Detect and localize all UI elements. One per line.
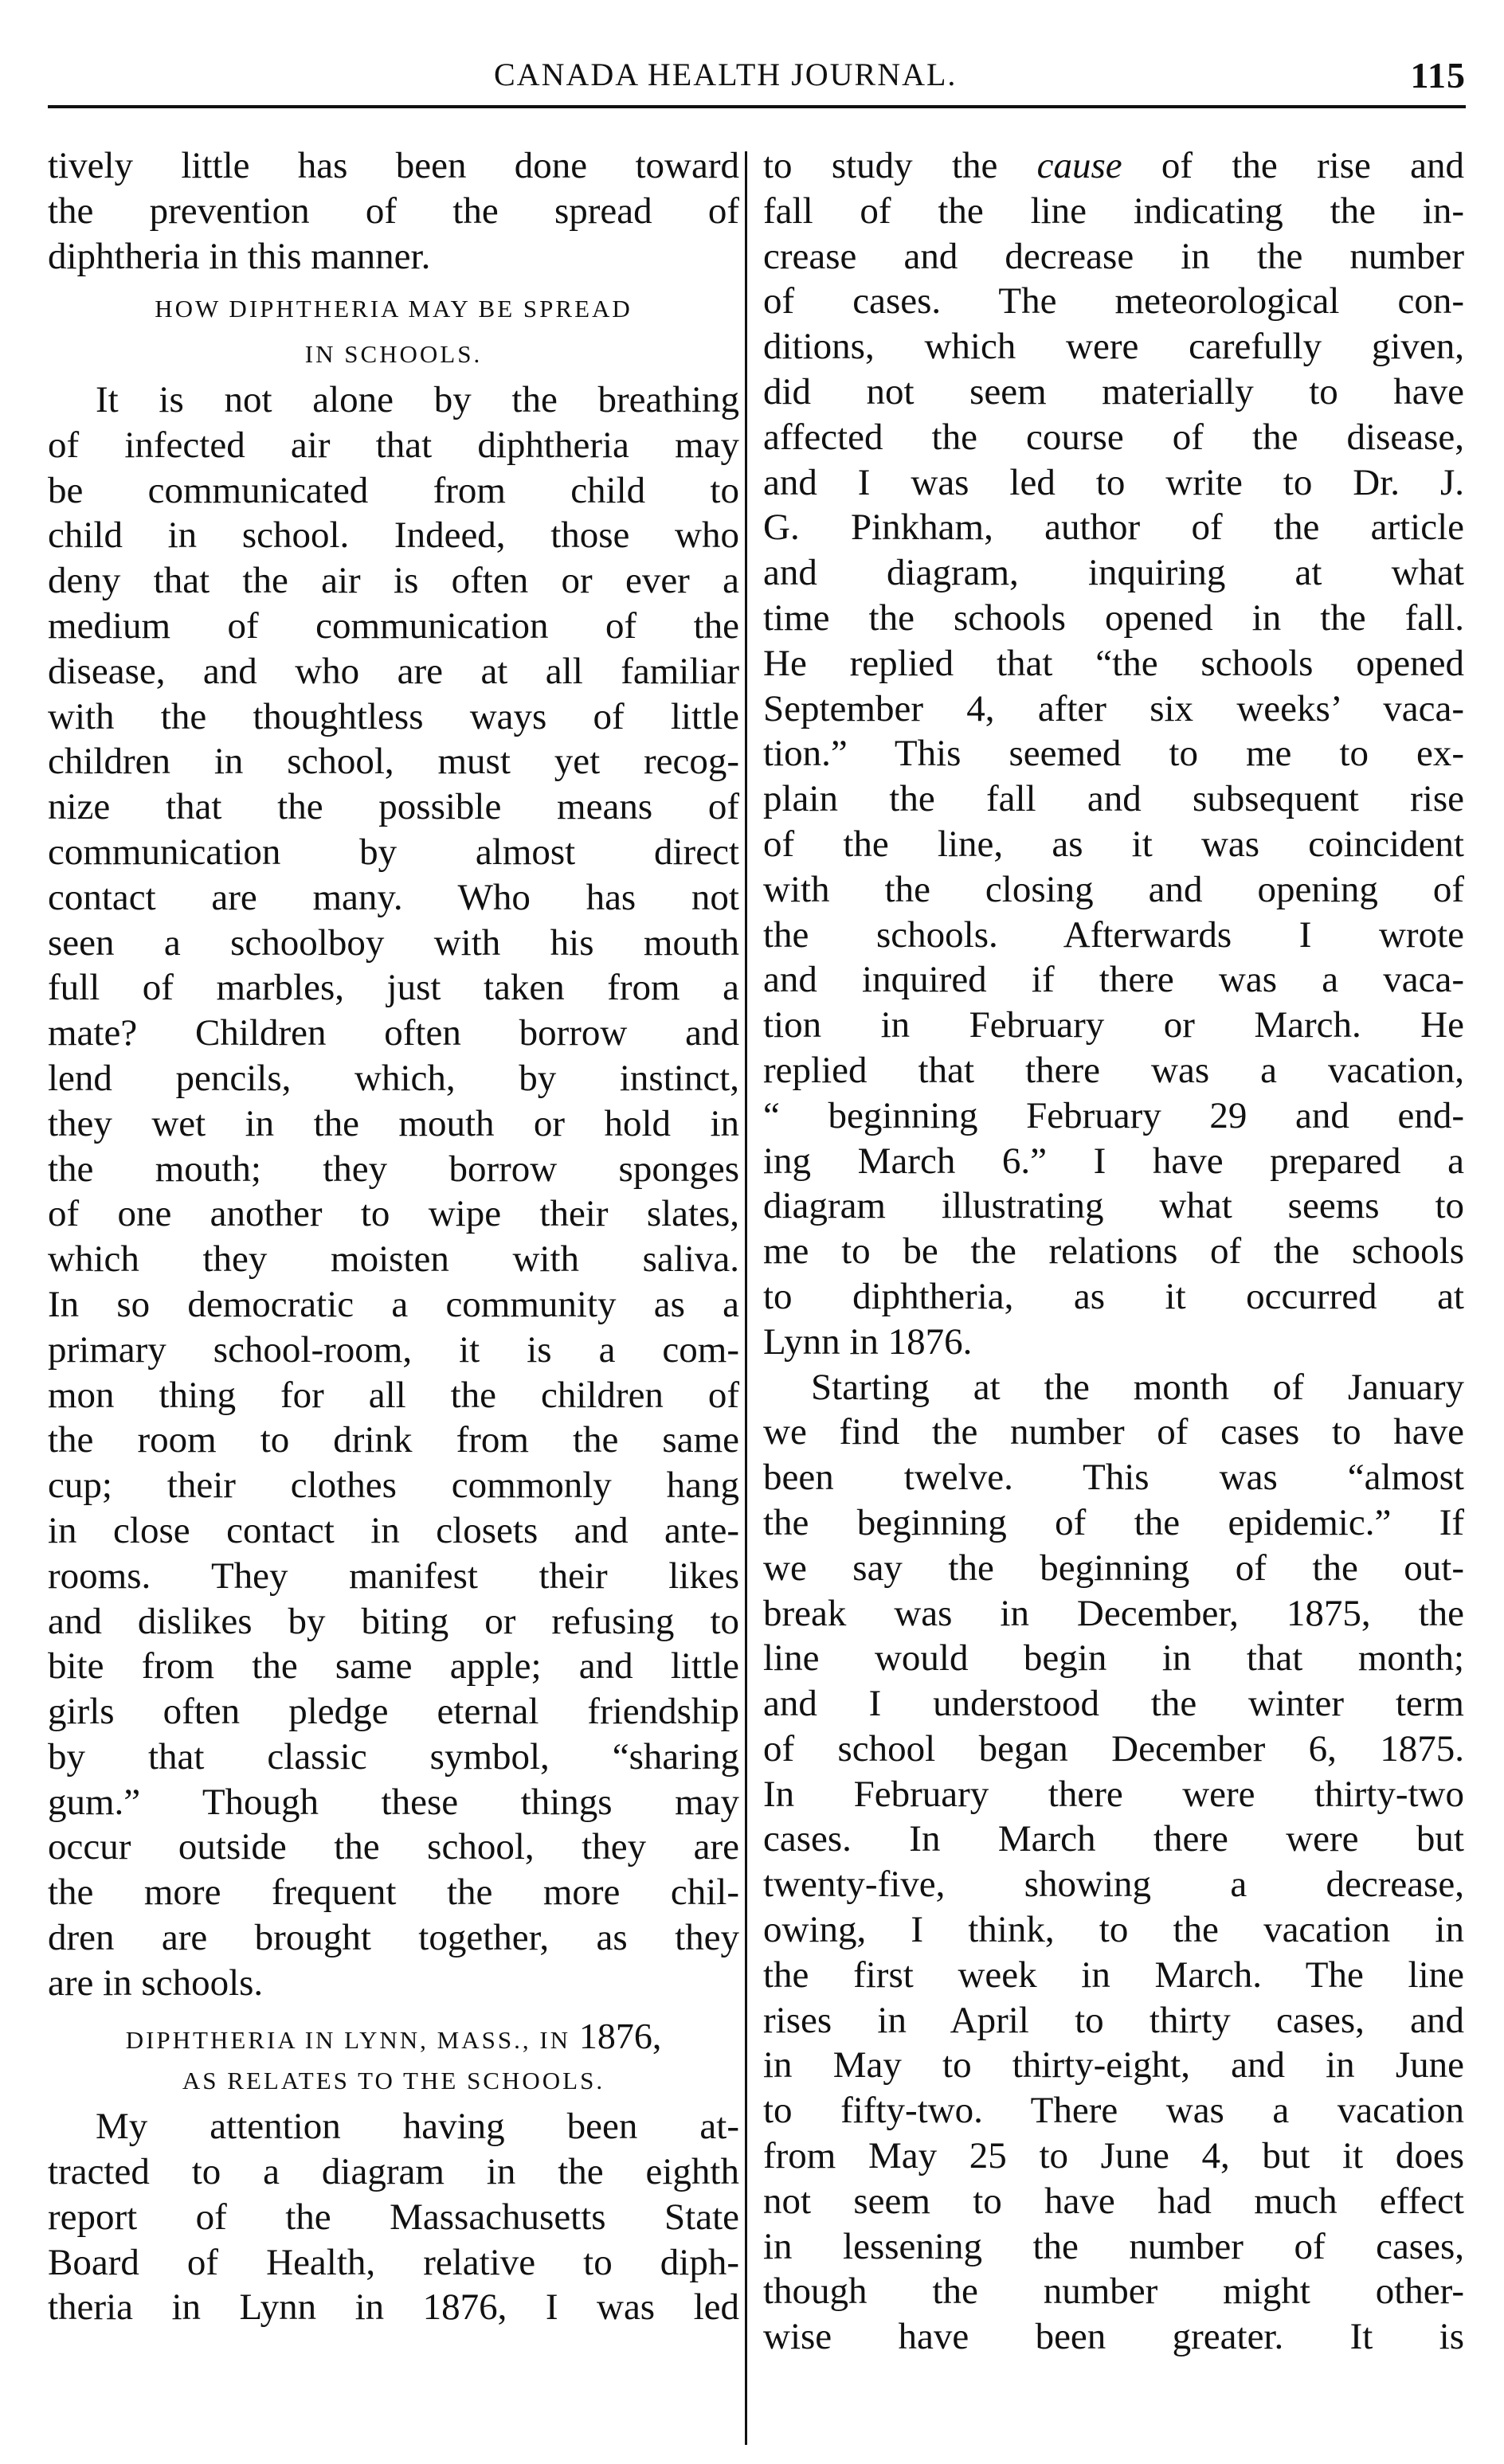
text-line: not seem to have had much effect [763, 2180, 1464, 2222]
text-line: with the closing and opening of [763, 868, 1464, 910]
text-line: from May 25 to June 4, but it does [763, 2135, 1464, 2177]
text-line: with the thoughtless ways of little [48, 695, 739, 737]
heading-line: IN SCHOOLS. [304, 340, 483, 369]
text-line: the prevention of the spread of [48, 190, 739, 232]
text-line: bite from the same apple; and little [48, 1645, 739, 1688]
text-line: mate? Children often borrow and [48, 1012, 739, 1054]
text-line: theria in Lynn in 1876, I was led [48, 2286, 739, 2329]
text-line: of cases. The meteorological con- [763, 280, 1464, 323]
text-line: dren are brought together, as they [48, 1917, 739, 1959]
journal-title: CANADA HEALTH JOURNAL. [494, 57, 958, 92]
header-rule [48, 105, 1466, 108]
text-line: rises in April to thirty cases, and [763, 1999, 1464, 2041]
text-line: be communicated from child to [48, 469, 739, 511]
text-line: and I understood the winter term [763, 1683, 1464, 1725]
left-column [48, 143, 739, 2330]
text-line: lend pencils, which, by instinct, [48, 1057, 739, 1099]
text-line: tively little has been done toward [48, 145, 739, 186]
text-line: diagram illustrating what seems to [763, 1185, 1464, 1227]
text-line: September 4, after six weeks’ vaca- [763, 687, 1464, 729]
paragraph [48, 143, 739, 279]
heading-line: AS RELATES TO THE SCHOOLS. [182, 2067, 605, 2095]
text-line: In February there were thirty-two [763, 1773, 1464, 1815]
text-line: tion.” This seemed to me to ex- [763, 733, 1464, 775]
text-line: the more frequent the more chil- [48, 1871, 739, 1914]
text-line: Board of Health, relative to diph- [48, 2241, 739, 2283]
text-line: in close contact in closets and ante- [48, 1509, 739, 1551]
text-line: nize that the possible means of [48, 786, 739, 828]
text-line: gum.” Though these things may [48, 1781, 739, 1823]
text-line: of school began December 6, 1875. [763, 1727, 1464, 1770]
text-line: seen a schoolboy with his mouth [48, 921, 739, 964]
text-line: though the number might other- [763, 2270, 1464, 2313]
text-line: we find the number of cases to have [763, 1411, 1464, 1453]
text-line: tion in February or March. He [763, 1004, 1464, 1046]
text-line: and dislikes by biting or refusing to [48, 1600, 739, 1642]
text-line: diphtheria in this manner. [48, 235, 431, 277]
text-line: are in schools. [48, 1961, 264, 2004]
text-line: to study the cause of the rise and [763, 145, 1464, 186]
page-number: 115 [1410, 55, 1466, 96]
text-line: of infected air that diphtheria may [48, 424, 739, 466]
text-line: and I was led to write to Dr. J. [763, 461, 1464, 503]
text-line: they wet in the mouth or hold in [48, 1102, 739, 1144]
text-line: been twelve. This was “almost [763, 1457, 1464, 1499]
text-line: the mouth; they borrow sponges [48, 1148, 739, 1190]
text-line: girls often pledge eternal friendship [48, 1691, 739, 1733]
text-line: wise have been greater. It is [763, 2316, 1464, 2358]
text-line: me to be the relations of the schools [763, 1230, 1464, 1273]
paragraph [763, 143, 1464, 1365]
text-line: time the schools opened in the fall. [763, 596, 1464, 639]
text-line: fall of the line indicating the in- [763, 190, 1464, 232]
text-line: report of the Massachusetts State [48, 2196, 739, 2238]
text-line: ing March 6.” I have prepared a [763, 1140, 1464, 1182]
text-line: G. Pinkham, author of the article [763, 506, 1464, 549]
text-line: break was in December, 1875, the [763, 1592, 1464, 1634]
text-line: the room to drink from the same [48, 1419, 739, 1461]
text-line: and inquired if there was a vaca- [763, 959, 1464, 1001]
right-column [763, 143, 1464, 2360]
text-line: “ beginning February 29 and end- [763, 1094, 1464, 1136]
heading-line: DIPHTHERIA IN LYNN, MASS., IN 1876, [125, 2015, 662, 2056]
text-line: medium of communication of the [48, 604, 739, 647]
text-line: child in school. Indeed, those who [48, 514, 739, 557]
text-line: of one another to wipe their slates, [48, 1193, 739, 1235]
text-line: communication by almost direct [48, 831, 739, 873]
text-line: and diagram, inquiring at what [763, 552, 1464, 594]
text-line: tracted to a diagram in the eighth [48, 2151, 739, 2193]
paragraph [763, 1365, 1464, 2360]
text-line: rooms. They manifest their likes [48, 1555, 739, 1597]
text-line: the schools. Afterwards I wrote [763, 913, 1464, 956]
text-line: did not seem materially to have [763, 370, 1464, 413]
text-line: of the line, as it was coincident [763, 823, 1464, 865]
text-line: cases. In March there were but [763, 1818, 1464, 1860]
text-line: My attention having been at- [96, 2106, 739, 2148]
text-line: ditions, which were carefully given, [763, 326, 1464, 368]
text-line: mon thing for all the children of [48, 1374, 739, 1416]
text-line: the first week in March. The line [763, 1954, 1464, 1996]
text-line: owing, I think, to the vacation in [763, 1909, 1464, 1951]
text-line: primary school-room, it is a com- [48, 1328, 739, 1371]
text-line: which they moisten with saliva. [48, 1238, 739, 1281]
text-line: In so democratic a community as a [48, 1283, 739, 1325]
text-line: in May to thirty-eight, and in June [763, 2044, 1464, 2087]
paragraph [48, 377, 739, 2006]
text-line: by that classic symbol, “sharing [48, 1735, 739, 1778]
text-line: disease, and who are at all familiar [48, 650, 739, 692]
section-heading [48, 2014, 739, 2105]
text-line: cup; their clothes commonly hang [48, 1465, 739, 1507]
text-line: full of marbles, just taken from a [48, 967, 739, 1009]
section-heading [48, 287, 739, 377]
text-line: Lynn in 1876. [763, 1320, 973, 1363]
text-line: we say the beginning of the out- [763, 1547, 1464, 1589]
page-header [48, 56, 1466, 104]
text-line: to diphtheria, as it occurred at [763, 1275, 1464, 1317]
text-line: He replied that “the schools opened [763, 642, 1464, 684]
text-line: affected the course of the disease, [763, 416, 1464, 458]
text-line: crease and decrease in the number [763, 235, 1464, 277]
text-line: twenty-five, showing a decrease, [763, 1864, 1464, 1906]
text-line: contact are many. Who has not [48, 876, 739, 918]
text-line: in lessening the number of cases, [763, 2225, 1464, 2267]
text-line: deny that the air is often or ever a [48, 560, 739, 602]
text-line: replied that there was a vacation, [763, 1049, 1464, 1091]
text-line: It is not alone by the breathing [96, 378, 739, 420]
text-line: occur outside the school, they are [48, 1826, 739, 1868]
text-line: Starting at the month of January [811, 1366, 1464, 1408]
heading-line: HOW DIPHTHERIA MAY BE SPREAD [155, 295, 633, 323]
text-line: to fifty-two. There was a vacation [763, 2090, 1464, 2132]
column-divider [745, 151, 747, 2445]
text-line: plain the fall and subsequent rise [763, 778, 1464, 820]
text-line: line would begin in that month; [763, 1637, 1464, 1680]
paragraph [48, 2104, 739, 2330]
text-line: children in school, must yet recog- [48, 741, 739, 783]
text-line: the beginning of the epidemic.” If [763, 1501, 1464, 1543]
